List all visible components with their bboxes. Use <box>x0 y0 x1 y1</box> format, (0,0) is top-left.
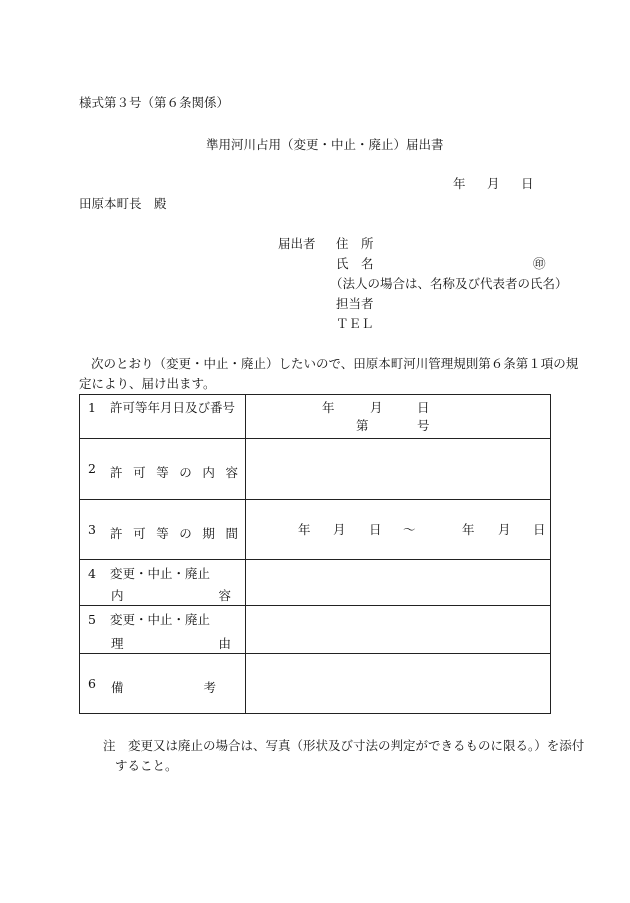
row-3-label-cell <box>80 500 246 560</box>
label-char: 内 <box>202 465 215 480</box>
period-start-year-label: 年 <box>298 522 311 537</box>
label-char: 可 <box>133 465 146 480</box>
row-number: 6 <box>88 676 96 691</box>
label-char: 期 <box>202 526 215 541</box>
label-char: 考 <box>203 680 216 695</box>
form-table <box>79 394 551 714</box>
row-2-label-cell <box>80 439 246 500</box>
date-month-label: 月 <box>487 176 500 191</box>
date-day-label: 日 <box>521 176 534 191</box>
applicant-label: 届出者 <box>278 236 316 251</box>
tel-label: ＴＥＬ <box>336 316 374 331</box>
label-char: 由 <box>218 636 231 651</box>
period-start-day-label: 日 <box>369 522 382 537</box>
addressee: 田原本町長 殿 <box>79 196 167 211</box>
label-char: 内 <box>111 588 124 603</box>
label-char: 等 <box>156 465 169 480</box>
table-row <box>80 500 551 560</box>
date-year-label: 年 <box>453 176 466 191</box>
label-char: 等 <box>156 526 169 541</box>
row-label-line-2 <box>111 586 231 604</box>
corporation-note: （法人の場合は、名称及び代表者の氏名） <box>330 276 568 291</box>
period-tilde: ～ <box>403 522 416 537</box>
intro-line-1: 次のとおり（変更・中止・廃止）したいので、田原本町河川管理規則第６条第１項の規 <box>91 356 579 371</box>
label-char: 間 <box>225 526 238 541</box>
label-char: 可 <box>133 526 146 541</box>
row-number: 3 <box>88 522 96 537</box>
contact-label: 担当者 <box>336 296 374 311</box>
table-row <box>80 654 551 714</box>
intro-line-2: 定により、届け出ます。 <box>79 376 216 391</box>
row-4-value-cell[interactable] <box>246 560 551 606</box>
row-label-line-1: 変更・中止・廃止 <box>110 612 211 627</box>
row-6-value-cell[interactable] <box>246 654 551 714</box>
note-line-1: 注 変更又は廃止の場合は、写真（形状及び寸法の判定ができるものに限る。）を添付 <box>103 738 585 753</box>
period-end-year-label: 年 <box>462 522 475 537</box>
label-char: 許 <box>110 465 123 480</box>
label-char: 備 <box>111 680 124 695</box>
document-title: 準用河川占用（変更・中止・廃止）届出書 <box>206 137 444 152</box>
label-char: 容 <box>218 588 231 603</box>
period-end-day-label: 日 <box>533 522 546 537</box>
label-char: 理 <box>111 636 124 651</box>
row-label <box>110 524 238 542</box>
label-char: 容 <box>225 465 238 480</box>
row-3-value-cell[interactable] <box>246 500 551 560</box>
row-1-label-cell <box>80 395 246 439</box>
label-char: の <box>179 465 192 480</box>
row-number: 4 <box>88 566 96 581</box>
row-4-label-cell <box>80 560 246 606</box>
row-label <box>110 463 238 481</box>
permit-month-label: 月 <box>370 400 383 415</box>
row-1-value-cell[interactable] <box>246 395 551 439</box>
label-char: の <box>179 526 192 541</box>
label-char: 許 <box>110 526 123 541</box>
row-label-line-1: 変更・中止・廃止 <box>110 566 211 581</box>
row-label-line-2 <box>111 634 231 652</box>
row-2-value-cell[interactable] <box>246 439 551 500</box>
period-end-month-label: 月 <box>498 522 511 537</box>
table-row <box>80 395 551 439</box>
permit-year-label: 年 <box>322 400 335 415</box>
row-label: 許可等年月日及び番号 <box>110 400 236 415</box>
row-number: 2 <box>88 461 96 476</box>
name-label: 氏 名 <box>336 256 374 271</box>
permit-go-label: 号 <box>417 418 430 433</box>
permit-dai-label: 第 <box>356 418 369 433</box>
table-row <box>80 606 551 654</box>
table-row <box>80 560 551 606</box>
row-number: 5 <box>88 612 96 627</box>
row-number: 1 <box>88 400 96 415</box>
row-5-label-cell <box>80 606 246 654</box>
row-label <box>111 678 216 696</box>
permit-day-label: 日 <box>417 400 430 415</box>
form-number: 様式第３号（第６条関係） <box>79 95 230 110</box>
period-start-month-label: 月 <box>333 522 346 537</box>
row-6-label-cell <box>80 654 246 714</box>
address-label: 住 所 <box>336 236 374 251</box>
row-5-value-cell[interactable] <box>246 606 551 654</box>
seal-mark: ㊞ <box>533 256 546 271</box>
table-row <box>80 439 551 500</box>
note-line-2: すること。 <box>115 758 178 773</box>
